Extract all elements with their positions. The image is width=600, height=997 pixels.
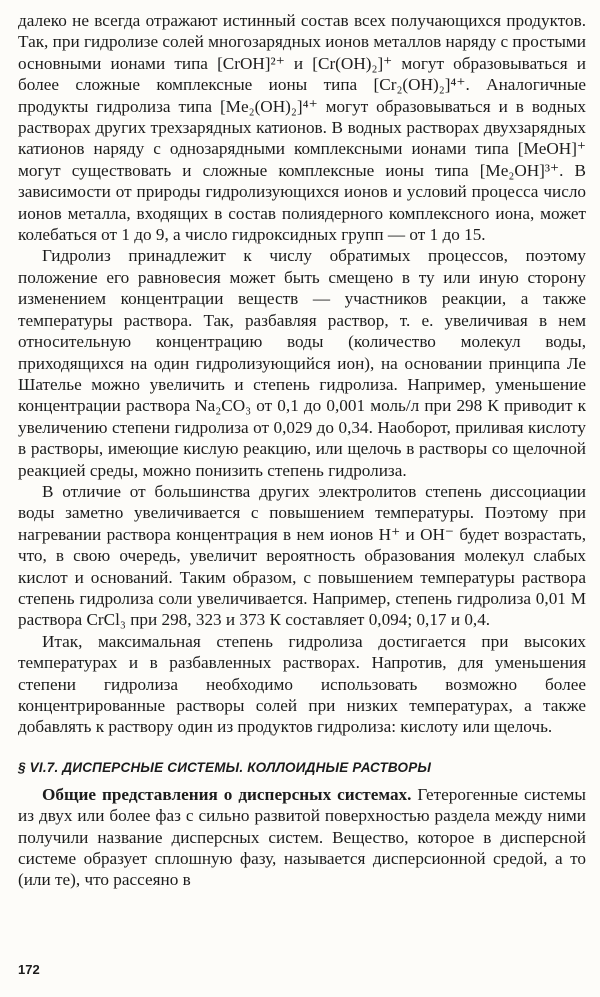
section-heading: § VI.7. ДИСПЕРСНЫЕ СИСТЕМЫ. КОЛЛОИДНЫЕ РАСТВОРЫ — [18, 759, 432, 775]
page-number: 172 — [18, 962, 40, 977]
paragraph-conclusion: Итак, максимальная степень гидролиза достигается при высоких температурах и в разбавленных растворах. Напротив, для уменьшения степени гидролиза необходимо использовать возможно более концентрированные растворы солей при низких температурах, а также добавлять к раствору один из продуктов гидролиза: кислоту или щелочь. — [18, 631, 586, 737]
paragraph-temperature-effect: В отличие от большинства других электролитов степень диссоциации воды заметно увеличивается с повышением температуры. Поэтому при нагревании раствора концентрация в нем ионов H⁺ и OH⁻ будет возрастать, что, в свою очередь, увеличит вероятность образования молекул слабых кислот и оснований. Таким образом, с повышением температуры раствора степень гидролиза соли увеличивается. Например, степень гидролиза 0,01 М раствора CrCl₃ при 298, 323 и 373 К составляет 0,094; 0,17 и 0,4. — [18, 481, 586, 630]
paragraph-lead-bold: Общие представления о дисперсных системах. — [42, 784, 412, 804]
paragraph-body: Гетерогенные системы из двух или более фаз с сильно развитой поверхностью раздела между ними получили название дисперсных систем. Вещество, которое в дисперсной системе образует сплошную фазу, называется дисперсионной средой, а то (или те), что рассеяно в — [18, 784, 586, 890]
paragraph-reversible-hydrolysis: Гидролиз принадлежит к числу обратимых процессов, поэтому положение его равновесия может быть смещено в ту или иную сторону изменением концентрации веществ — участников реакции, а также температуры раствора. Так, разбавляя раствор, т. е. увеличивая в нем относительную концентрацию воды (количество молекул воды, приходящихся на один гидролизующийся ион), на основании принципа Ле Шателье можно увеличить и степень гидролиза. Например, уменьшение концентрации раствора Na₂CO₃ от 0,1 до 0,001 моль/л при 298 К приводит к увеличению степени гидролиза от 0,029 до 0,34. Наоборот, приливая кислоту в растворы, имеющие кислую реакцию, или щелочь в растворы со щелочной реакцией среды, можно понизить степень гидролиза. — [18, 246, 586, 480]
paragraph-hydrolysis-products: далеко не всегда отражают истинный состав всех получающихся продуктов. Так, при гидролизе солей многозарядных ионов металлов наряду с простыми основными ионами типа [CrOH]²⁺ и [Cr(OH)₂]⁺ могут образовываться и более сложные комплексные ионы типа [Cr₂(OH)₂]⁴⁺. Аналогичные продукты гидролиза типа [Me₂(OH)₂]⁴⁺ могут образовываться и в водных растворах других трехзарядных катионов. В водных растворах двухзарядных катионов наряду с однозарядными комплексными ионами типа [MeOH]⁺ могут существовать и сложные комплексные ионы типа [Me₂OH]³⁺. В зависимости от природы гидролизующихся ионов и условий процесса число ионов металла, входящих в состав полиядерного комплексного иона, может колебаться от 1 до 9, а число гидроксидных групп — от 1 до 15. — [18, 11, 586, 245]
paragraph-disperse-systems — [18, 784, 586, 891]
